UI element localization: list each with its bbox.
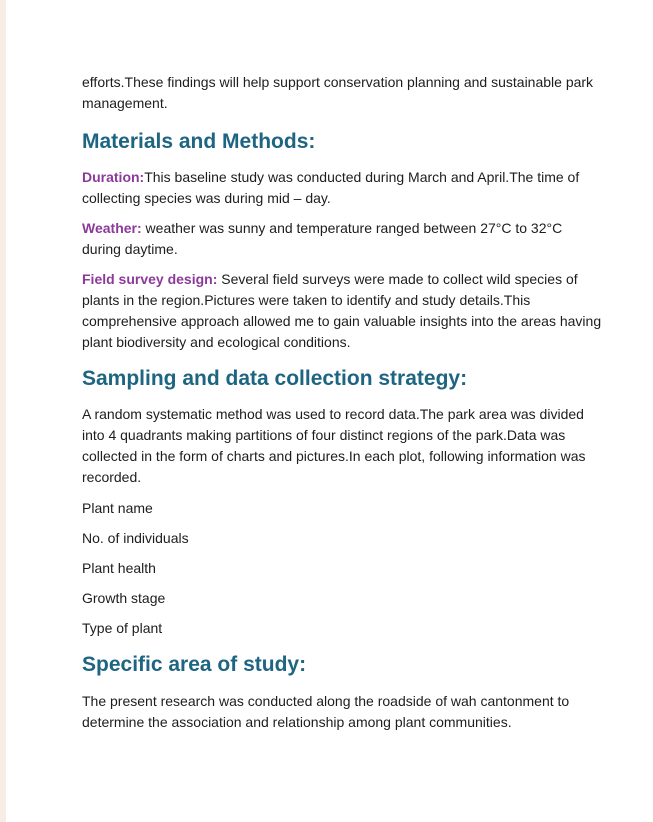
duration-paragraph — [82, 167, 602, 209]
list-item: Plant health — [82, 560, 156, 576]
weather-label: Weather: — [82, 220, 142, 236]
specific-area-paragraph: The present research was conducted along the roadside of wah cantonment to determine the association and relationship among plant communities. — [82, 693, 570, 730]
specific-area-heading: Specific area of study: — [82, 653, 307, 676]
weather-text: weather was sunny and temperature ranged between 27°C to 32°C during daytime. — [82, 220, 563, 257]
intro-paragraph: efforts.These findings will help support conservation planning and sustainable park management. — [82, 74, 594, 111]
field-survey-paragraph — [82, 269, 602, 353]
list-item: No. of individuals — [82, 530, 189, 546]
document-page — [82, 72, 602, 733]
field-survey-text: Several field surveys were made to collect wild species of plants in the region.Pictures were taken to identify and study details.This comprehensive approach allowed me to gain valuable insights into the areas having plant biodiversity and ecological conditions. — [82, 271, 602, 350]
list-item: Growth stage — [82, 590, 166, 606]
materials-methods-heading: Materials and Methods: — [82, 130, 316, 153]
page-edge-strip — [0, 0, 6, 822]
duration-label: Duration: — [82, 169, 145, 185]
weather-paragraph — [82, 218, 602, 260]
sampling-paragraph: A random systematic method was used to record data.The park area was divided into 4 quadrants making partitions of four distinct regions of the park.Data was collected in the form of charts and pictures.In each plot, following information was recorded. — [82, 406, 586, 485]
sampling-strategy-heading: Sampling and data collection strategy: — [82, 367, 468, 390]
duration-text: This baseline study was conducted during March and April.The time of collecting species was during mid – day. — [82, 169, 580, 206]
field-survey-label: Field survey design: — [82, 271, 218, 287]
list-item: Plant name — [82, 500, 153, 516]
list-item: Type of plant — [82, 620, 163, 636]
